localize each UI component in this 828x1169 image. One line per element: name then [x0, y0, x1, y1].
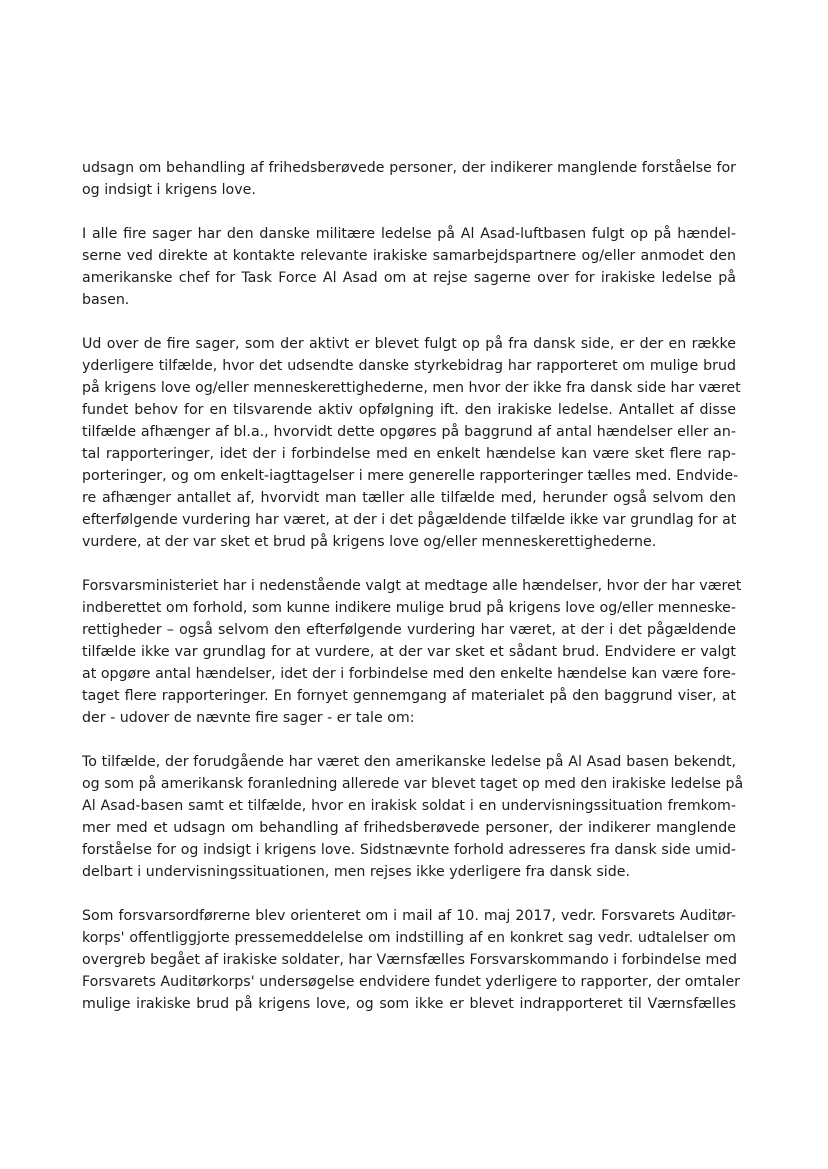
- text-line: Al Asad-basen samt et tilfælde, hvor en irakisk soldat i en undervisningssituation fremkom-: [82, 798, 736, 814]
- text-line: på krigens love og/eller menneskerettighederne, men hvor der ikke fra dansk side har været: [82, 380, 741, 396]
- text-line: mer med et udsagn om behandling af frihedsberøvede personer, der indikerer manglende: [82, 820, 736, 836]
- text-line: udsagn om behandling af frihedsberøvede personer, der indikerer manglende forståelse for: [82, 160, 736, 176]
- paragraph-4: [82, 575, 742, 729]
- paragraph-5: [82, 751, 744, 883]
- text-line: porteringer, og om enkelt-iagttagelser i mere generelle rapporteringer tælles med. Endvide-: [82, 468, 739, 484]
- text-line: rettigheder – også selvom den efterfølgende vurdering har været, at der i det pågældende: [82, 622, 736, 638]
- text-line: taget flere rapporteringer. En fornyet gennemgang af materialet på den baggrund viser, at: [82, 688, 736, 704]
- text-line: fundet behov for en tilsvarende aktiv opfølgning ift. den irakiske ledelse. Antallet af disse: [82, 402, 736, 418]
- paragraph-6: [82, 905, 741, 1015]
- text-line: efterfølgende vurdering har været, at der i det pågældende tilfælde ikke var grundlag for at: [82, 512, 737, 528]
- text-line: delbart i undervisningssituationen, men rejses ikke yderligere fra dansk side.: [82, 864, 630, 880]
- text-line: og indsigt i krigens love.: [82, 182, 256, 198]
- text-line: yderligere tilfælde, hvor det udsendte danske styrkebidrag har rapporteret om mulige brud: [82, 358, 736, 374]
- text-line: forståelse for og indsigt i krigens love. Sidstnævnte forhold adresseres fra dansk side umid-: [82, 842, 736, 858]
- text-line: at opgøre antal hændelser, idet der i forbindelse med den enkelte hændelse kan være fore-: [82, 666, 736, 682]
- text-line: indberettet om forhold, som kunne indikere mulige brud på krigens love og/eller menneske-: [82, 600, 736, 616]
- paragraph-3: [82, 333, 741, 553]
- text-line: og som på amerikansk foranledning allerede var blevet taget op med den irakiske ledelse på: [82, 776, 744, 792]
- text-line: Forsvarsministeriet har i nedenstående valgt at medtage alle hændelser, hvor der har været: [82, 578, 742, 594]
- text-line: mulige irakiske brud på krigens love, og som ikke er blevet indrapporteret til Værnsfælles: [82, 996, 736, 1012]
- text-line: overgreb begået af irakiske soldater, har Værnsfælles Forsvarskommando i forbindelse med: [82, 952, 738, 968]
- text-line: Som forsvarsordførerne blev orienteret om i mail af 10. maj 2017, vedr. Forsvarets Auditør-: [82, 908, 736, 924]
- text-line: tilfælde ikke var grundlag for at vurdere, at der var sket et sådant brud. Endvidere er valgt: [82, 644, 736, 660]
- text-line: korps' offentliggjorte pressemeddelelse om indstilling af en konkret sag vedr. udtalelser om: [82, 930, 736, 946]
- text-line: Ud over de fire sager, som der aktivt er blevet fulgt op på fra dansk side, er der en række: [82, 336, 736, 352]
- text-line: tal rapporteringer, idet der i forbindelse med en enkelt hændelse kan være sket flere rap-: [82, 446, 736, 462]
- text-line: Forsvarets Auditørkorps' undersøgelse endvidere fundet yderligere to rapporter, der omtaler: [82, 974, 741, 990]
- text-line: amerikanske chef for Task Force Al Asad om at rejse sagerne over for irakiske ledelse på: [82, 270, 736, 286]
- text-line: basen.: [82, 292, 130, 308]
- text-line: re afhænger antallet af, hvorvidt man tæller alle tilfælde med, herunder også selvom den: [82, 490, 736, 506]
- text-line: I alle fire sager har den danske militære ledelse på Al Asad-luftbasen fulgt op på hændel-: [82, 226, 736, 242]
- text-line: serne ved direkte at kontakte relevante irakiske samarbejdspartnere og/eller anmodet den: [82, 248, 736, 264]
- paragraph-2: [82, 223, 736, 311]
- text-line: vurdere, at der var sket et brud på krigens love og/eller menneskerettighederne.: [82, 534, 657, 550]
- text-line: To tilfælde, der forudgående har været den amerikanske ledelse på Al Asad basen bekendt,: [82, 754, 736, 770]
- paragraph-1: [82, 157, 736, 201]
- text-line: tilfælde afhænger af bl.a., hvorvidt dette opgøres på baggrund af antal hændelser eller an-: [82, 424, 736, 440]
- text-line: der - udover de nævnte fire sager - er tale om:: [82, 710, 415, 726]
